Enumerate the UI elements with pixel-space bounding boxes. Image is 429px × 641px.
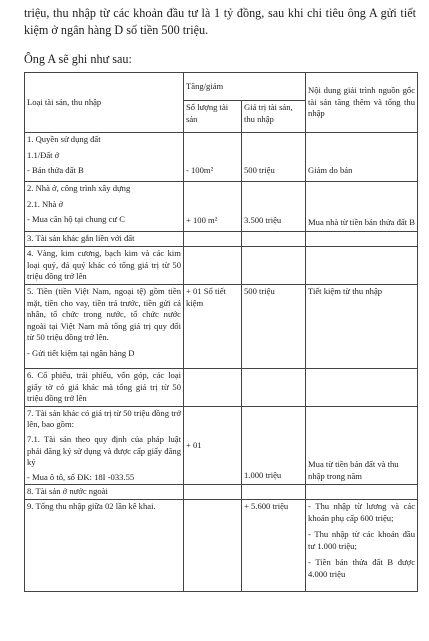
row-quantity-cell: [184, 247, 242, 285]
table-row: [25, 247, 418, 285]
row-value-cell: + 5.600 triệu: [242, 499, 306, 591]
row-quantity-cell: + 01: [184, 406, 242, 485]
row-explanation-cell: Mua nhà từ tiền bán thửa đất B: [306, 182, 418, 232]
row-item-cell: 8. Tài sản ở nước ngoài: [25, 485, 184, 500]
explanation-line: - Thu nhập từ các khoản đầu tư 1.000 triệu;: [308, 529, 416, 551]
row-explanation-cell: [306, 499, 418, 591]
row-item-line: 1. Quyền sử dụng đất: [27, 134, 101, 144]
header-change-group: Tăng/giảm: [184, 73, 306, 101]
row-explanation-cell: Giảm do bán: [306, 133, 418, 182]
lead-sentence: Ông A sẽ ghi như sau:: [24, 52, 132, 66]
row-item-cell: [25, 133, 184, 182]
table-row: [25, 133, 418, 182]
row-value-cell: 500 triệu: [242, 133, 306, 182]
row-item-line: 2.1. Nhà ở: [27, 198, 64, 209]
row-item-cell: [25, 406, 184, 485]
header-asset-type: Loại tài sản, thu nhập: [25, 73, 184, 133]
table-row: [25, 182, 418, 232]
row-item-cell: [25, 285, 184, 369]
row-item-line: - Bán thửa đất B: [27, 165, 84, 176]
explanation-line: - Thu nhập từ lương và các khoản phụ cấp 600 triệu;: [308, 500, 416, 523]
row-explanation-cell: [306, 369, 418, 407]
row-item-line: 2. Nhà ở, công trình xây dựng: [27, 183, 131, 193]
row-item-line: 5. Tiền (tiền Việt Nam, ngoại tệ) gồm tiền mặt, tiền cho vay, tiền trả trước, tiền gửi cá nhân, tổ chức trong nước, tổ chức nước ngoài tại Việt Nam mà tổng giá trị quy đổi từ 50 triệu đồng trở lên.: [27, 286, 181, 343]
asset-declaration-table: [24, 72, 418, 592]
table-row: [25, 485, 418, 500]
row-quantity-cell: + 01 Sổ tiết kiệm: [184, 285, 242, 369]
row-quantity-cell: - 100m²: [184, 133, 242, 182]
row-explanation-cell: Tiết kiệm từ thu nhập: [306, 285, 418, 369]
row-quantity-cell: [184, 369, 242, 407]
intro-paragraph: triệu, thu nhập từ các khoản đầu tư là 1 tỷ đồng, sau khi chi tiêu ông A gửi tiết kiệm ở ngân hàng D số tiền 500 triệu.: [24, 6, 416, 37]
row-item-line: - Mua căn hộ tại chung cư C: [27, 214, 125, 225]
table-row: [25, 232, 418, 247]
header-explanation: Nội dung giải trình nguồn gốc tài sản tăng thêm và tổng thu nhập: [306, 73, 418, 133]
table-row: [25, 369, 418, 407]
table-row: [25, 499, 418, 591]
header-quantity: Số lượng tài sản: [184, 101, 242, 133]
row-item-cell: 6. Cổ phiếu, trái phiếu, vốn góp, các loại giấy tờ có giá khác mà tổng giá trị từ 50 triệu đồng trở lên: [25, 369, 184, 407]
row-item-cell: [25, 182, 184, 232]
row-item-line: 1.1/Đất ở: [27, 149, 60, 160]
row-item-line: - Gửi tiết kiệm tại ngân hàng D: [27, 347, 135, 358]
row-value-cell: 3.500 triệu: [242, 182, 306, 232]
row-quantity-cell: + 100 m²: [184, 182, 242, 232]
row-value-cell: [242, 232, 306, 247]
table-row: [25, 285, 418, 369]
row-quantity-cell: [184, 499, 242, 591]
row-explanation-cell: [306, 232, 418, 247]
row-value-cell: 500 triệu: [242, 285, 306, 369]
row-item-cell: 4. Vàng, kim cương, bạch kim và các kim loại quý, đá quý khác có tổng giá trị từ 50 triệu đồng trở lên: [25, 247, 184, 285]
row-quantity-cell: [184, 232, 242, 247]
row-item-line: - Mua ô tô, số ĐK: 18I -033.55: [27, 471, 135, 482]
row-value-cell: [242, 369, 306, 407]
row-item-cell: 9. Tổng thu nhập giữa 02 lần kê khai.: [25, 499, 184, 591]
row-explanation-cell: Mua từ tiền bán đất và thu nhập trong năm: [306, 406, 418, 485]
row-value-cell: [242, 485, 306, 500]
row-quantity-cell: [184, 485, 242, 500]
row-explanation-cell: [306, 247, 418, 285]
row-item-line: 7. Tài sản khác có giá trị từ 50 triệu đồng trở lên, bao gồm:: [27, 407, 181, 430]
row-value-cell: [242, 247, 306, 285]
explanation-line: - Tiền bán thửa đất B được 4.000 triệu: [308, 557, 416, 579]
row-value-cell: 1.000 triệu: [242, 406, 306, 485]
row-item-cell: 3. Tài sản khác gắn liền với đất: [25, 232, 184, 247]
header-value: Giá trị tài sản, thu nhập: [242, 101, 306, 133]
row-explanation-cell: [306, 485, 418, 500]
row-item-line: 7.1. Tài sản theo quy định của pháp luật phải đăng ký sử dụng và được cấp giấy đăng ký: [27, 433, 181, 468]
table-row: [25, 406, 418, 485]
